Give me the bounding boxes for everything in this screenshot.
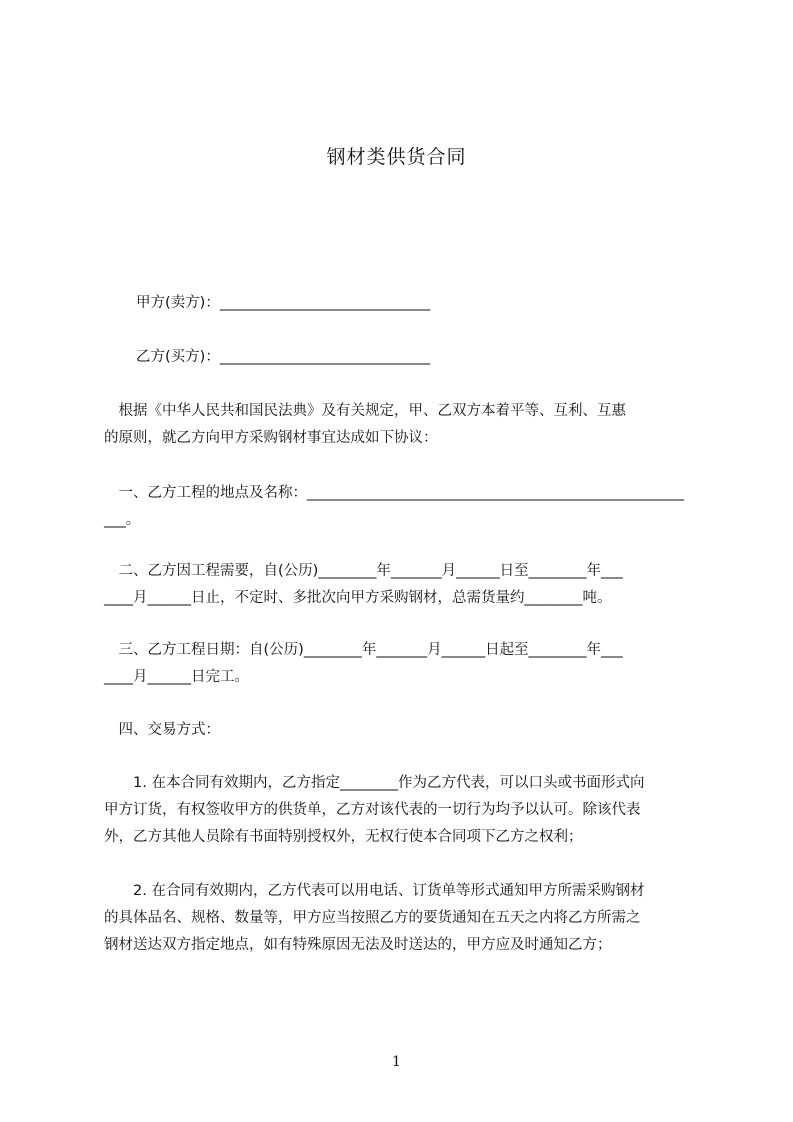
item-1-line-1: 1. 在本合同有效期内，乙方指定________作为乙方代表，可以口头或书面形式向 <box>104 775 645 791</box>
item-1-line-2: 甲方订货，有权签收甲方的供货单，乙方对该代表的一切行为均予以认可。除该代表 <box>104 802 641 818</box>
page-number: 1 <box>392 1054 401 1070</box>
clause-2-line-1: 二、乙方因工程需要，自(公历)________年_______月______日至________年___ <box>104 563 623 579</box>
party-a-line: 甲方(卖方)：_____________________________ <box>136 295 431 311</box>
item-1-line-3: 外，乙方其他人员除有书面特别授权外，无权行使本合同项下乙方之权利； <box>104 829 583 845</box>
party-b-line: 乙方(买方)：_____________________________ <box>136 349 431 365</box>
clause-4-heading: 四、交易方式： <box>104 722 220 738</box>
clause-1-line-1: 一、乙方工程的地点及名称：____________________________________________________ <box>104 485 684 501</box>
item-2-line-1: 2. 在合同有效期内，乙方代表可以用电话、订货单等形式通知甲方所需采购钢材 <box>104 883 645 899</box>
clause-2-line-2: ____月______日止，不定时、多批次向甲方采购钢材，总需货量约________吨。 <box>104 590 612 606</box>
clause-3-line-1: 三、乙方工程日期：自(公历)________年_______月______日起至________年___ <box>104 642 623 658</box>
document-title: 钢材类供货合同 <box>326 146 467 168</box>
intro-line-1: 根据《中华人民共和国民法典》及有关规定，甲、乙双方本着平等、互利、互惠 <box>104 403 626 419</box>
item-2-line-2: 的具体品名、规格、数量等，甲方应当按照乙方的要货通知在五天之内将乙方所需之 <box>104 910 641 926</box>
clause-3-line-2: ____月______日完工。 <box>104 669 249 685</box>
item-2-line-3: 钢材送达双方指定地点，如有特殊原因无法及时送达的，甲方应及时通知乙方； <box>104 937 612 953</box>
intro-line-2: 的原则，就乙方向甲方采购钢材事宜达成如下协议： <box>104 430 438 446</box>
clause-1-line-2: ___。 <box>104 512 141 528</box>
